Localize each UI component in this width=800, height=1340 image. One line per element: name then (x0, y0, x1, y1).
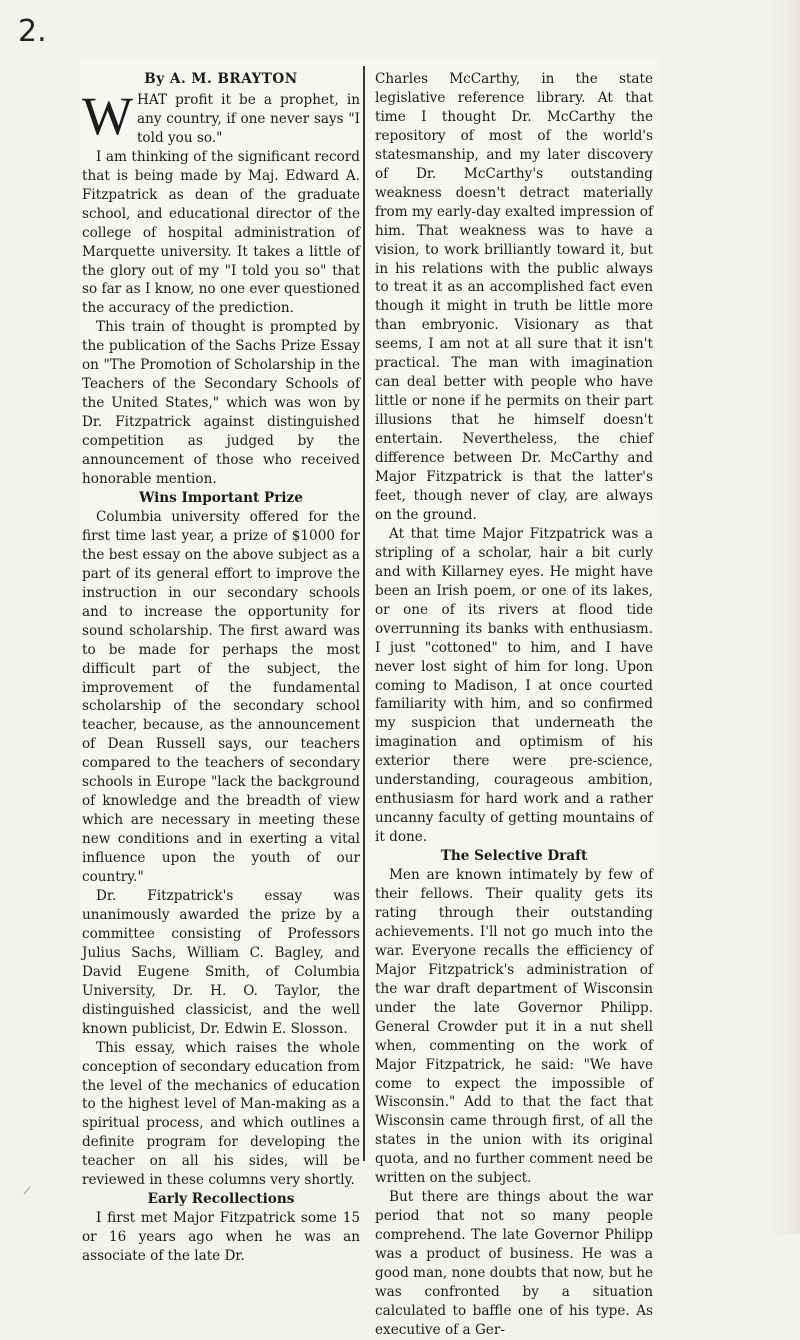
drop-cap: W (82, 85, 133, 146)
lead-text: HAT profit it be a prophet, in any country, if one never says "I told you so." (136, 91, 360, 146)
paragraph: This train of thought is prompted by the publication of the Sachs Prize Essay on "The Promotion of Scholarship in the Teachers of the Secondary Schools of the United States," which was won by Dr. Fitzpatrick against distinguished competition as judged by the announcement of those who received honorable mention. (82, 319, 360, 488)
paragraph: But there are things about the war period that not so many people comprehend. The late Governor Philipp was a product of business. He was a good man, none doubts that now, but he was confronted by a situation calculated to baffle one of his type. As executive of a Ger- (375, 1189, 653, 1338)
column-divider (363, 66, 365, 1161)
paragraph: This essay, which raises the whole conception of secondary education from the level of the mechanics of education to the highest level of Man-making as a spiritual process, and which outlines a definite program for developing the teacher on all his sides, will be reviewed in these columns very shortly. (82, 1039, 360, 1189)
paragraph: Men are known intimately by few of their fellows. Their quality gets its rating through their outstanding achievements. I'll not go much into the war. Everyone recalls the efficiency of Major Fitzpatrick's administration of the war draft department of Wisconsin under the late Governor Philipp. General Crowder put it in a nut shell when, commenting on the work of Major Fitzpatrick, he said: "We have come to expect the impossible of Wisconsin." Add to that the fact that Wisconsin came through first, of all the states in the union with its original quota, and no further comment need be written on the subject. (375, 867, 653, 1187)
continued-paragraph: Charles McCarthy, in the state legislative reference library. At that time I thought Dr. McCarthy the repository of most of the world's statesmanship, and my later discovery of Dr. McCarthy's outstanding weakness doesn't detract materially from my early-day exalted impression of him. That weakness was to have a vision, to work brilliantly toward it, but in his relations with the public always to treat it as an accomplished fact even though it might in truth be little more than embryonic. Visionary as that seems, I am not at all sure that it isn't practical. The man with imagination can deal better with people who have little or none if he permits on their part illusions that he himself doesn't entertain. Nevertheless, the chief difference between Dr. McCarthy and Major Fitzpatrick is that the latter's feet, though never of clay, are always on the ground. (375, 71, 653, 523)
left-column (82, 70, 360, 1266)
byline: By A. M. BRAYTON (144, 71, 298, 87)
paragraph: I am thinking of the significant record that is being made by Maj. Edward A. Fitzpatrick as dean of the graduate school, and educational director of the college of hospital administration of Marquette university. It takes a little of the glory out of my "I told you so" that so far as I know, no one ever questioned the accuracy of the prediction. (82, 148, 360, 317)
page-edge-shadow (770, 0, 800, 1234)
lead-paragraph (82, 85, 360, 148)
paragraph: Dr. Fitzpatrick's essay was unanimously awarded the prize by a committee consisting of Professors Julius Sachs, William C. Bagley, and David Eugene Smith, of Columbia University, Dr. H. O. Taylor, the distinguished classicist, and the well known publicist, Dr. Edwin E. Slosson. (82, 887, 360, 1037)
subheading-early-recollections: Early Recollections (147, 1191, 295, 1208)
subheading-selective-draft: The Selective Draft (440, 848, 588, 865)
paragraph: At that time Major Fitzpatrick was a stripling of a scholar, hair a bit curly and with Killarney eyes. He might have been an Irish poem, or one of its lakes, or one of its rivers at flood tide overrunning its banks with enthusiasm. I just "cottoned" to him, and I have never lost sight of him for long. Upon coming to Madison, I at once courted familiarity with him, and so confirmed my suspicion that underneath the imagination and optimism of his exterior there were pre-science, understanding, courageous ambition, enthusiasm for hard work and a rather uncanny faculty of getting mountains of it done. (375, 525, 653, 846)
paragraph: I first met Major Fitzpatrick some 15 or 16 years ago when he was an associate of the late Dr. (82, 1210, 360, 1265)
subheading-wins-important-prize: Wins Important Prize (139, 489, 303, 506)
page-number: 2. (18, 14, 47, 49)
paragraph: Columbia university offered for the first time last year, a prize of $1000 for the best essay on the above subject as a part of its general effort to improve the instruction in our secondary schools and to increase the opportunity for sound scholarship. The first award was to be made for perhaps the most difficult part of the subject, the improvement of the fundamental scholarship of the secondary school teacher, because, as the announcement of Dean Russell says, our teachers compared to the teachers of secondary schools in Europe "lack the background of knowledge and the breadth of view which are necessary in meeting these new conditions and in exerting a vital influence upon the youth of our country." (82, 508, 360, 886)
right-column (375, 70, 653, 1340)
pencil-mark (23, 1186, 30, 1194)
